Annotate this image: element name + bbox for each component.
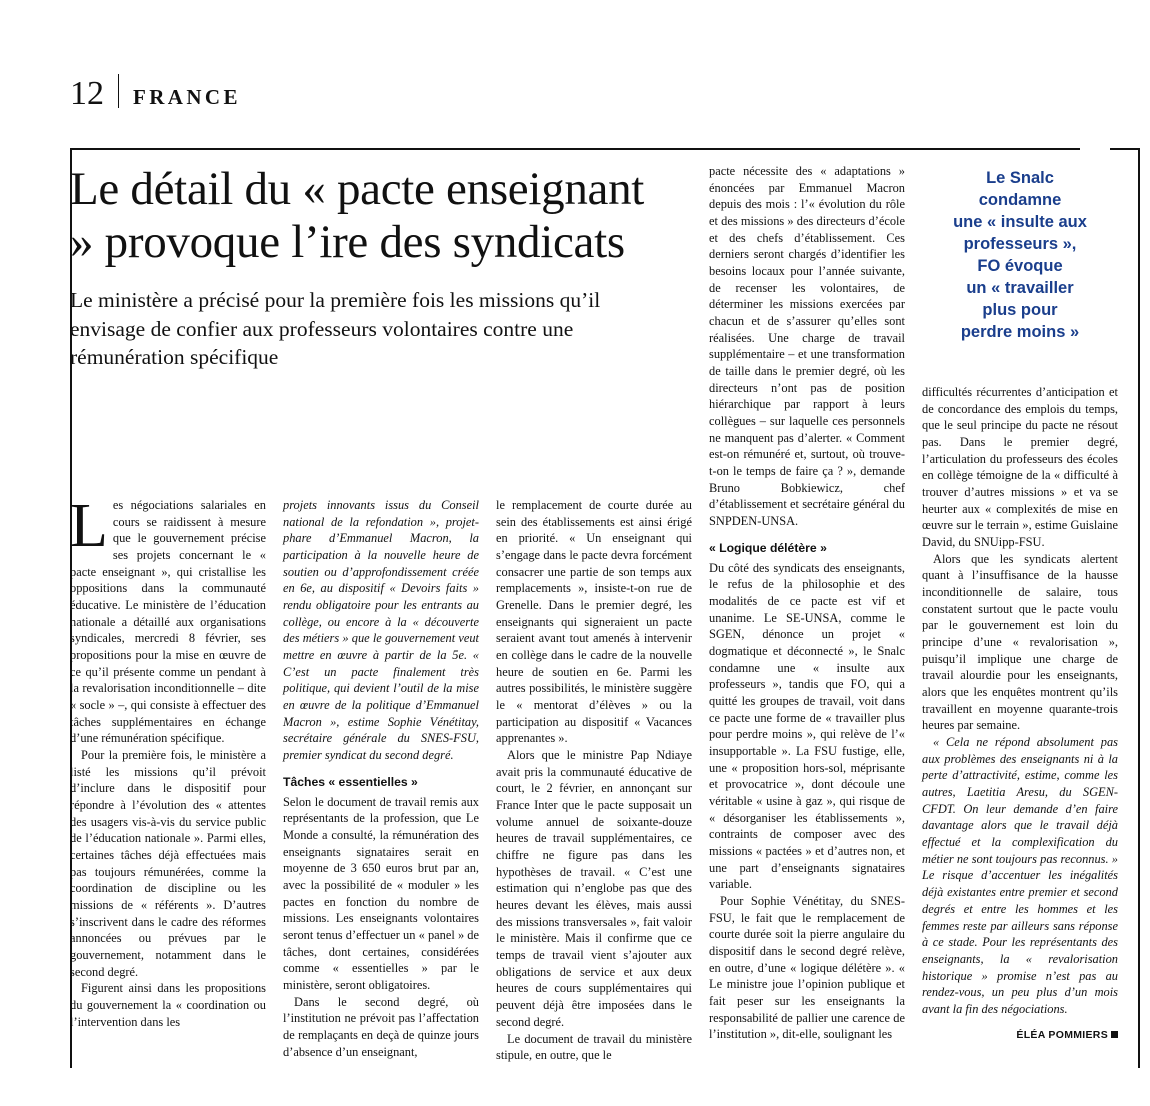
pull-quote-line-2: condamne (978, 190, 1062, 209)
page-folio: 12 (70, 75, 104, 112)
pull-quote-line-3: une « insulte aux (953, 212, 1087, 231)
drop-cap: L (70, 492, 108, 560)
pull-quote (922, 168, 1118, 344)
paragraph: Pour la première fois, le ministère a listé les missions qu’il prévoit d’inclure dans le dispositif pour répondre à l’évolution des « attentes des usagers vis-à-vis du service public de l’éducation nationale ». Parmi elles, certaines tâches déjà effectuées mais pas toujours rémunérées, comme la coordination de discipline ou les missions de « référents ». D’autres s’inscrivent dans le cadre des réformes annoncées ou prévues par le gouvernement, notamment dans le second degré. (70, 748, 266, 979)
paragraph: Dans le second degré, où l’institution ne prévoit pas l’affectation de remplaçants en deçà de quinze jours d’absence d’un enseignant, (283, 994, 479, 1059)
top-rule-right (1110, 148, 1140, 150)
section-name: FRANCE (133, 85, 241, 109)
end-mark-icon (1111, 1031, 1118, 1038)
article-standfirst: Le ministère a précisé pour la première fois les missions qu’il envisage de confier aux professeurs volontaires contre une rémunération spécifique (70, 288, 601, 369)
paragraph-text: es négociations salariales en cours se raidissent à mesure que le gouvernement précise ses projets concernant le « pacte enseignant », qui cristallise les oppositions dans la communauté éducative. Le ministère de l’éducation nationale a détaillé aux organisations syndicales, mercredi 8 février, ses propositions pour la mise en œuvre de ce qu’il présente comme un pendant à la revalorisation inconditionnelle – dite « socle » –, qui consiste à effectuer des tâches supplémentaires en échange d’une rémunération spécifique. (70, 498, 266, 746)
paragraph: Alors que le ministre Pap Ndiaye avait pris la communauté éducative de court, le 2 février, en annonçant sur France Inter que le pacte supposait un volume annuel de soixante-douze heures de travail supplémentaires, ce chiffre ne figure pas dans les hypothèses de travail. « C’est une estimation qui n’englobe pas que des heures devant les élèves, mais aussi des missions transversales », fait valoir le ministère. Mais il confirme que ce temps de travail vient s’ajouter aux obligations de service et aux deux heures de cours supplémentaires qui peuvent déjà être imposées dans le second degré. (496, 748, 692, 1029)
headline-block (70, 163, 670, 371)
pull-quote-line-4: professeurs », (963, 234, 1077, 253)
masthead (70, 70, 241, 116)
pull-quote-line-6: un « travailler (966, 278, 1074, 297)
paragraph: Pour Sophie Vénétitay, du SNES-FSU, le fait que le remplacement de courte durée soit la pierre angulaire du dispositif dans le second degré relève, en outre, d’une « logique délétère ». « Le ministre joue l’opinion publique et fait peser sur les enseignants la responsabilité de pallier une carence de l’institution », dit-elle, soulignant les (709, 894, 905, 1042)
pull-quote-line-8: perdre moins » (960, 322, 1080, 341)
body-column-3 (496, 497, 692, 1064)
right-vertical-rule (1138, 148, 1140, 1068)
paragraph: Le document de travail du ministère stipule, en outre, que le (496, 1031, 692, 1063)
pull-quote-line-5: FO évoque (977, 256, 1063, 275)
byline-text: ÉLÉA POMMIERS (1016, 1028, 1108, 1041)
paragraph: Du côté des syndicats des enseignants, le refus de la philosophie et des modalités de ce pacte est vif et unanime. Le SE-UNSA, comme le SGEN, dénonce un projet « dogmatique et déconnecté », le Snalc condamne une « insulte aux professeurs », tandis que FO, qui a quitté les groupes de travail, voit dans ce pacte une forme de « travailler plus pour perdre moins », qui relève de l’« insupportable ». La FSU fustige, elle, une « proposition hors-sol, méprisante et provocatrice », dont découle une véritable « usine à gaz », qui risque de « désorganiser les établissements », contraints de composer avec des missions « pactées » et d’autres non, et une part d’enseignants signataires variable. (709, 560, 905, 892)
paragraph: le remplacement de courte durée au sein des établissements est ainsi érigé en priorité. « Un enseignant qui s’engage dans le pacte devra forcément consacrer une partie de son temps aux remplacements », insiste-t-on rue de Grenelle. Dans le premier degré, les enseignants qui signeraient un pacte seraient avant tout amenés à intervenir en collège dans le cadre de la nouvelle heure de soutien en 6e. Parmi les autres possibilités, le ministère suggère le « mentorat d’élèves » ou la participation au dispositif « Vacances apprenantes ». (496, 498, 692, 746)
folio-divider (118, 74, 119, 108)
body-column-4 (709, 163, 905, 1043)
body-column-5 (922, 384, 1118, 1042)
top-rule (70, 148, 1080, 150)
paragraph: Alors que les syndicats alertent quant à l’insuffisance de la hausse inconditionnelle de salaire, tous constatent surtout que le pacte voulu par le gouvernement est loin du principe d’une « revalorisation », puisqu’il implique une charge de travail alourdie pour les enseignants, alors que les enquêtes montrent qu’ils travaillent en moyenne quarante-trois heures par semaine. (922, 551, 1118, 733)
pull-quote-line-7: plus pour (982, 300, 1058, 319)
paragraph: « Cela ne répond absolument pas aux problèmes des enseignants ni à la perte d’attractivité, estime, comme les autres, Laetitia Aresu, du SGEN-CFDT. On leur demande d’en faire davantage alors que le travail déjà effectué et la complexification du métier ne sont toujours pas reconnus. » Le risque d’accentuer les inégalités déjà existantes entre premier et second degrés et entre les hommes et les femmes reste par ailleurs sans réponse à ce stade. Pour les représentants des enseignants, la « revalorisation historique » promise n’est pas au rendez-vous, un peu plus d’un mois avant la fin des négociations. (922, 735, 1118, 1016)
article-headline: Le détail du « pacte enseignant » provoque l’ire des syndicats (70, 163, 645, 268)
paragraph: pacte nécessite des « adaptations » énoncées par Emmanuel Macron depuis des mois : l’« évolution du rôle et des missions » des directeurs d’école et des chefs d’établissement. Ces derniers seront chargés d’identifier les besoins locaux pour l’année suivante, de recenser les volontaires, de déterminer les missions exercées par chacun et de s’assurer qu’elles sont réalisées. Une charge de travail supplémentaire – et une transformation de taille dans le premier degré, où les directeurs n’ont pas de position hiérarchique par rapport à leurs collègues – sur laquelle ces personnels ne manquent pas d’alerter. « Comment est-on rémunéré et, surtout, où trouve-t-on le temps de faire ça ? », demande Bruno Bobkiewicz, chef d’établissement et secrétaire général du SNPDEN-UNSA. (709, 164, 905, 529)
article-byline (922, 1028, 1118, 1042)
paragraph (70, 492, 266, 747)
paragraph: Figurent ainsi dans les propositions du gouvernement la « coordination ou l’intervention dans les (70, 981, 266, 1029)
paragraph: difficultés récurrentes d’anticipation et de concordance des emplois du temps, que le seul principe du pacte ne résout pas. Dans le premier degré, l’articulation du professeurs des écoles en collège témoigne de la « difficulté à trouver d’autres missions » et va se heurter aux « complexités de mise en œuvre sur le terrain », estime Guislaine David, du SNUipp-FSU. (922, 385, 1118, 550)
subheading-taches-essentielles: Tâches « essentielles » (283, 774, 418, 789)
body-column-1 (70, 492, 266, 1031)
pull-quote-line-1: Le Snalc (986, 169, 1054, 187)
subheading-logique-deletere: « Logique délétère » (709, 540, 827, 555)
paragraph: Selon le document de travail remis aux représentants de la profession, que Le Monde a consulté, la rémunération des enseignants signataires serait en moyenne de 3 650 euros brut par an, avec la possibilité de « moduler » les pactes en fonction du nombre de missions. Les enseignants volontaires seront tenus d’effectuer un « panel » de tâches, dont certaines, considérées comme « essentielles » par le ministère, seront obligatoires. (283, 794, 479, 992)
body-column-2 (283, 497, 479, 1060)
paragraph: projets innovants issus du Conseil national de la refondation », projet-phare d’Emmanuel Macron, la participation à la nouvelle heure de soutien ou d’approfondissement créée en 6e, au dispositif « Devoirs faits » rendu obligatoire pour les entrants au collège, ou encore à la « découverte des métiers » que le gouvernement veut mettre en œuvre à partir de la 5e. « C’est un pacte finalement très politique, qui devient l’outil de la mise en œuvre de la politique d’Emmanuel Macron », estime Sophie Vénétitay, secrétaire générale du SNES-FSU, premier syndicat du second degré. (283, 498, 479, 763)
